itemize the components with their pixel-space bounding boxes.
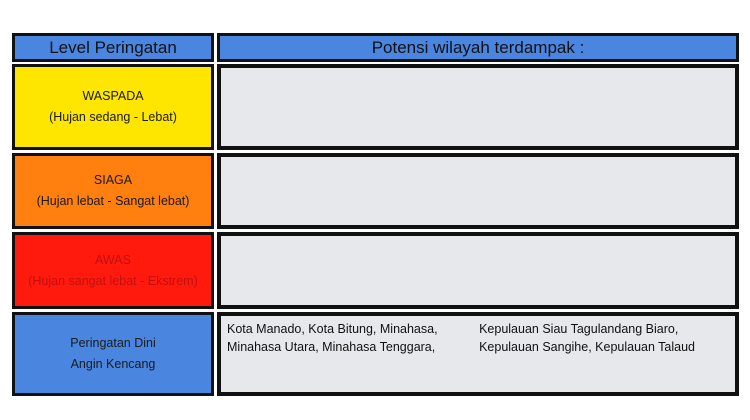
- area-cell-angin-kencang: [217, 312, 739, 396]
- level-subtitle: (Hujan sedang - Lebat): [49, 110, 177, 124]
- header-level-label: Level Peringatan: [49, 37, 177, 57]
- area-cell-waspada: [217, 64, 739, 150]
- area-cell-awas: [217, 232, 739, 309]
- level-subtitle: (Hujan lebat - Sangat lebat): [36, 194, 190, 208]
- level-cell-waspada: [12, 64, 214, 150]
- level-cell-awas: [12, 232, 214, 309]
- level-title: WASPADA: [82, 89, 144, 103]
- area-cell-siaga: [217, 153, 739, 229]
- header-potential-cell: [217, 33, 739, 62]
- level-cell-angin-kencang: [12, 312, 214, 396]
- header-level-cell: [12, 33, 214, 62]
- level-title: SIAGA: [93, 173, 133, 187]
- level-subtitle: Angin Kencang: [70, 357, 156, 371]
- level-subtitle: (Hujan sangat lebat - Ekstrem): [28, 273, 198, 288]
- level-title: AWAS: [95, 252, 131, 267]
- level-title: Peringatan Dini: [70, 336, 156, 350]
- area-line: Kota Manado, Kota Bitung, Minahasa, Minahasa Utara, Minahasa Tenggara,: [227, 322, 438, 354]
- level-cell-siaga: [12, 153, 214, 229]
- header-potential-label: Potensi wilayah terdampak :: [371, 37, 585, 57]
- area-line: Kepulauan Siau Tagulandang Biaro, Kepulauan Sangihe, Kepulauan Talaud: [479, 322, 696, 354]
